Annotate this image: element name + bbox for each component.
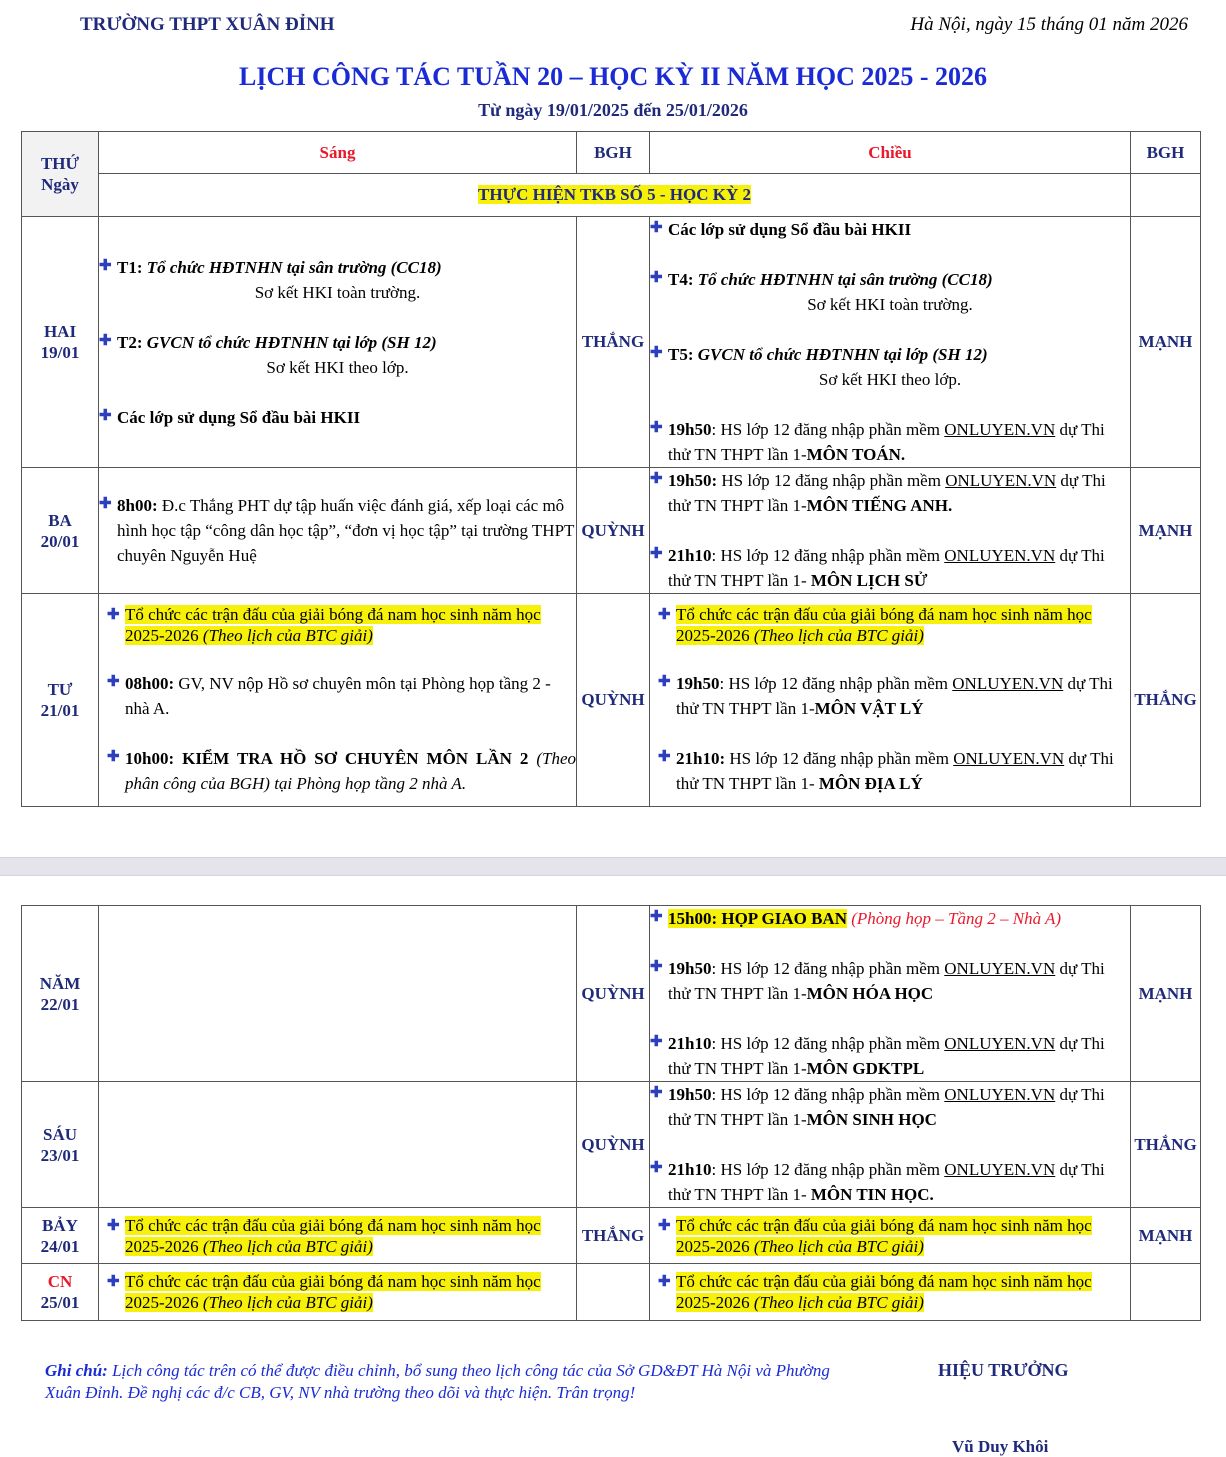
banner-cell — [99, 174, 1131, 217]
day-name: TƯ — [47, 680, 73, 699]
afternoon-bay: ✚ Tổ chức các trận đấu của giải bóng đá nam học sinh năm học 2025-2026 (Theo lịch của BTC giải) — [650, 1208, 1131, 1264]
day-date: 19/01 — [40, 343, 80, 362]
bgh-morning-sau: QUỲNH — [577, 1082, 650, 1208]
header-morning: Sáng — [99, 132, 577, 174]
pin-arrow-icon: ✚ — [658, 1274, 671, 1290]
signer-name: Vũ Duy Khôi — [952, 1437, 1049, 1456]
bgh-morning-bay: THẮNG — [577, 1208, 650, 1264]
banner: THỰC HIỆN TKB SỐ 5 - HỌC KỲ 2 — [478, 185, 751, 204]
page-separator — [0, 857, 1226, 876]
morning-bay: ✚ Tổ chức các trận đấu của giải bóng đá nam học sinh năm học 2025-2026 (Theo lịch của BTC giải) — [99, 1208, 577, 1264]
bgh-morning-hai: THẮNG — [577, 217, 650, 468]
row-cn — [22, 1264, 1201, 1321]
pin-arrow-icon: ✚ — [658, 674, 671, 690]
pin-arrow-icon: ✚ — [650, 1160, 663, 1176]
afternoon-cn: ✚ Tổ chức các trận đấu của giải bóng đá nam học sinh năm học 2025-2026 (Theo lịch của BTC giải) — [650, 1264, 1131, 1321]
morning-sau — [99, 1082, 577, 1208]
day-date: 23/01 — [40, 1145, 80, 1165]
bgh-afternoon-ba: MẠNH — [1131, 468, 1201, 594]
pin-arrow-icon: ✚ — [99, 496, 112, 512]
pin-arrow-icon: ✚ — [650, 220, 663, 236]
t1-sub: Sơ kết HKI toàn trường. — [254, 282, 421, 302]
bgh-morning-tu: QUỲNH — [577, 594, 650, 807]
pin-arrow-icon: ✚ — [650, 270, 663, 286]
bgh-morning-cn — [577, 1264, 650, 1321]
header-ngay: Ngày — [41, 175, 79, 194]
pin-arrow-icon: ✚ — [650, 345, 663, 361]
schedule-table-bottom — [21, 905, 1201, 1321]
day-cell-nam — [22, 906, 99, 1082]
row-tu — [22, 594, 1201, 807]
banner-empty — [1131, 174, 1201, 217]
pin-arrow-icon: ✚ — [107, 1274, 120, 1290]
day-name: NĂM — [39, 973, 81, 993]
day-name: SÁU — [42, 1124, 77, 1144]
pin-arrow-icon: ✚ — [658, 607, 671, 623]
row-bay — [22, 1208, 1201, 1264]
morning-hai: ✚ T1: Tổ chức HĐTNHN tại sân trường (CC18) Sơ kết HKI toàn trường. ✚ T2: GVCN tổ chức HĐTNHN tại lớp (SH 12) Sơ kết HKI theo lớp. ✚ Các lớp sử dụng Sổ đầu bài HKII — [99, 217, 577, 468]
day-cell-bay — [22, 1208, 99, 1264]
morning-ba: ✚ 8h00: Đ.c Thắng PHT dự tập huấn việc đánh giá, xếp loại các mô hình học tập “công dân học tập”, “đơn vị học tập” tại trường THPT chuyên Nguyễn Huệ — [99, 468, 577, 594]
pin-arrow-icon: ✚ — [650, 420, 663, 436]
pin-arrow-icon: ✚ — [650, 471, 663, 487]
day-date: 22/01 — [40, 994, 80, 1014]
signer-title: HIỆU TRƯỞNG — [938, 1360, 1069, 1380]
afternoon-sau: ✚ 19h50: HS lớp 12 đăng nhập phần mềm ONLUYEN.VN dự Thi thử TN THPT lần 1-MÔN SINH HỌC ✚ 21h10: HS lớp 12 đăng nhập phần mềm ONLUYEN.VN dự Thi thử TN THPT lần 1- MÔN TIN HỌC. — [650, 1082, 1131, 1208]
morning-tu: ✚ Tổ chức các trận đấu của giải bóng đá nam học sinh năm học 2025-2026 (Theo lịch của BTC giải) ✚ 08h00: GV, NV nộp Hồ sơ chuyên môn tại Phòng họp tầng 2 - nhà A. ✚ 10h00: KIỂM TRA HỒ SƠ CHUYÊN MÔN LẦN 2 (Theo phân công của BGH) tại Phòng họp tầng 2 nhà A. — [99, 594, 577, 807]
day-cell-cn — [22, 1264, 99, 1321]
t4-sub: Sơ kết HKI toàn trường. — [807, 295, 973, 314]
bgh-afternoon-sau: THẮNG — [1131, 1082, 1201, 1208]
day-name: CN — [47, 1272, 73, 1291]
day-name: BA — [48, 510, 72, 530]
bgh-afternoon-bay: MẠNH — [1131, 1208, 1201, 1264]
day-cell-hai — [22, 217, 99, 468]
afternoon-tu: ✚ Tổ chức các trận đấu của giải bóng đá nam học sinh năm học 2025-2026 (Theo lịch của BTC giải) ✚ 19h50: HS lớp 12 đăng nhập phần mềm ONLUYEN.VN dự Thi thử TN THPT lần 1-MÔN VẬT LÝ ✚ 21h10: HS lớp 12 đăng nhập phần mềm ONLUYEN.VN dự Thi thử TN THPT lần 1- MÔN ĐỊA LÝ — [650, 594, 1131, 807]
bgh-morning-ba: QUỲNH — [577, 468, 650, 594]
day-date: 24/01 — [40, 1236, 80, 1256]
pin-arrow-icon: ✚ — [650, 959, 663, 975]
day-name: BẢY — [42, 1215, 78, 1235]
schedule-table-top — [21, 131, 1201, 807]
pin-arrow-icon: ✚ — [107, 674, 120, 690]
date-range: Từ ngày 19/01/2025 đến 25/01/2026 — [478, 100, 748, 120]
t2-sub: Sơ kết HKI theo lớp. — [266, 357, 409, 377]
pin-arrow-icon: ✚ — [650, 1034, 663, 1050]
header-day-cell — [22, 132, 99, 217]
day-name: HAI — [43, 322, 77, 341]
pin-arrow-icon: ✚ — [650, 1085, 663, 1101]
pin-arrow-icon: ✚ — [107, 749, 120, 765]
pin-arrow-icon: ✚ — [99, 257, 112, 274]
pin-arrow-icon: ✚ — [99, 407, 112, 424]
t5-sub: Sơ kết HKI theo lớp. — [818, 370, 962, 389]
afternoon-hai: ✚ Các lớp sử dụng Sổ đầu bài HKII ✚ T4: Tổ chức HĐTNHN tại sân trường (CC18) Sơ kết HKI toàn trường. ✚ T5: GVCN tổ chức HĐTNHN tại lớp (SH 12) Sơ kết HKI theo lớp. ✚ 19h50: HS lớp 12 đăng nhập phần mềm ONLUYEN.VN dự Thi thử TN THPT lần 1-MÔN TOÁN. — [650, 217, 1131, 468]
pin-arrow-icon: ✚ — [650, 546, 663, 562]
pin-arrow-icon: ✚ — [107, 1217, 120, 1234]
day-date: 21/01 — [40, 701, 80, 720]
page-title: LỊCH CÔNG TÁC TUẦN 20 – HỌC KỲ II NĂM HỌC 2025 - 2026 — [238, 62, 988, 91]
bgh-afternoon-cn — [1131, 1264, 1201, 1321]
day-cell-sau — [22, 1082, 99, 1208]
header-bgh-afternoon: BGH — [1131, 132, 1201, 174]
day-date: 25/01 — [40, 1293, 80, 1312]
dateline: Hà Nội, ngày 15 tháng 01 năm 2026 — [910, 14, 1188, 35]
row-sau — [22, 1082, 1201, 1208]
row-nam — [22, 906, 1201, 1082]
bgh-afternoon-hai: MẠNH — [1131, 217, 1201, 468]
row-ba — [22, 468, 1201, 594]
bgh-afternoon-nam: MẠNH — [1131, 906, 1201, 1082]
day-cell-tu — [22, 594, 99, 807]
header-thu: THỨ — [40, 154, 80, 173]
bgh-morning-nam: QUỲNH — [577, 906, 650, 1082]
day-cell-ba — [22, 468, 99, 594]
day-date: 20/01 — [40, 531, 80, 551]
pin-arrow-icon: ✚ — [658, 749, 671, 765]
afternoon-nam: ✚ 15h00: HỌP GIAO BAN (Phòng họp – Tầng 2 – Nhà A) ✚ 19h50: HS lớp 12 đăng nhập phần mềm ONLUYEN.VN dự Thi thử TN THPT lần 1-MÔN HÓA HỌC ✚ 21h10: HS lớp 12 đăng nhập phần mềm ONLUYEN.VN dự Thi thử TN THPT lần 1-MÔN GDKTPL — [650, 906, 1131, 1082]
note-text: Lịch công tác trên có thể được điều chỉnh, bổ sung theo lịch công tác của Sở GD&ĐT Hà Nội và Phường Xuân Đỉnh. Đề nghị các đ/c CB, GV, NV nhà trường theo dõi và thực hiện. Trân trọng! — [45, 1361, 830, 1402]
bgh-afternoon-tu: THẮNG — [1131, 594, 1201, 807]
pin-arrow-icon: ✚ — [650, 909, 663, 925]
morning-cn: ✚ Tổ chức các trận đấu của giải bóng đá nam học sinh năm học 2025-2026 (Theo lịch của BTC giải) — [99, 1264, 577, 1321]
header-bgh-morning: BGH — [577, 132, 650, 174]
header-afternoon: Chiều — [650, 132, 1131, 174]
pin-arrow-icon: ✚ — [99, 332, 112, 349]
row-hai — [22, 217, 1201, 468]
school-name: TRƯỜNG THPT XUÂN ĐỈNH — [80, 14, 335, 35]
note-label: Ghi chú: — [45, 1361, 108, 1380]
footer-note — [45, 1360, 845, 1404]
pin-arrow-icon: ✚ — [107, 607, 120, 623]
pin-arrow-icon: ✚ — [658, 1217, 671, 1234]
morning-nam — [99, 906, 577, 1082]
afternoon-ba: ✚ 19h50: HS lớp 12 đăng nhập phần mềm ONLUYEN.VN dự Thi thử TN THPT lần 1-MÔN TIẾNG ANH. ✚ 21h10: HS lớp 12 đăng nhập phần mềm ONLUYEN.VN dự Thi thử TN THPT lần 1- MÔN LỊCH SỬ — [650, 468, 1131, 594]
